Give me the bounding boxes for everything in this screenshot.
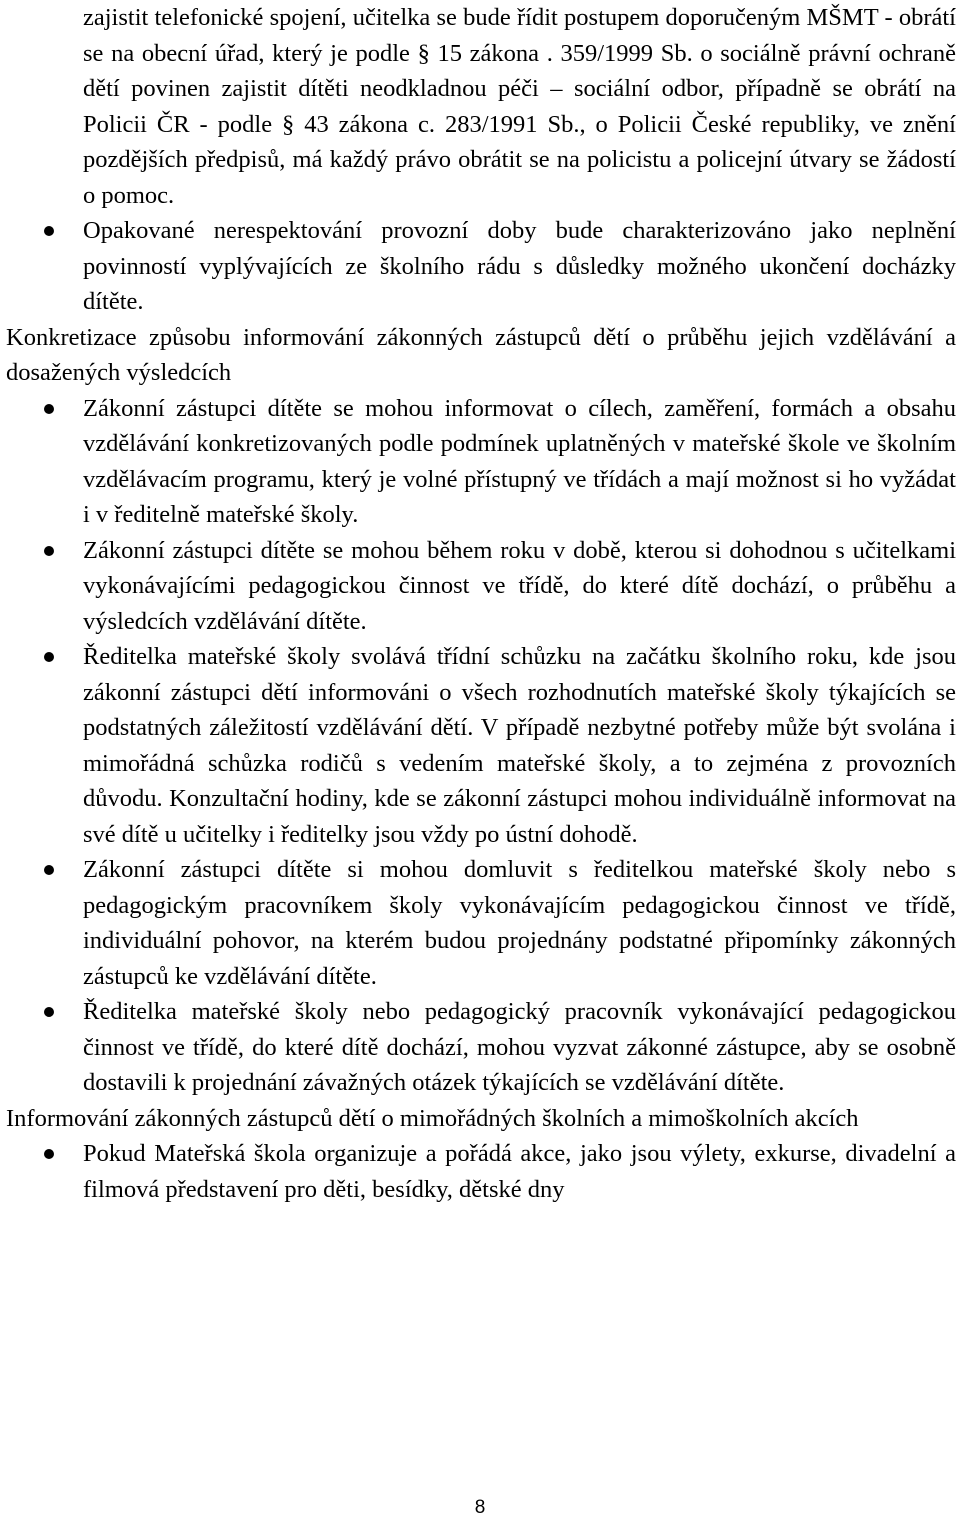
list-item <box>6 1136 956 1207</box>
list-item-text: Opakované nerespektování provozní doby bude charakterizováno jako neplnění povinností vyplývajících ze školního rádu s důsledky možného ukončení docházky dítěte. <box>83 217 956 315</box>
document-body <box>6 0 956 1207</box>
bullet-icon <box>44 226 54 236</box>
bullet-icon <box>44 404 54 414</box>
list-item <box>6 994 956 1101</box>
list-item <box>6 852 956 994</box>
list-item <box>6 639 956 852</box>
bullet-icon <box>44 865 54 875</box>
section-heading: Informování zákonných zástupců dětí o mimořádných školních a mimoškolních akcích <box>6 1104 859 1132</box>
page-number: 8 <box>474 1497 486 1518</box>
bullet-icon <box>44 652 54 662</box>
list-item <box>6 213 956 320</box>
list-item-text: Zákonní zástupci dítěte se mohou informovat o cílech, zaměření, formách a obsahu vzdělávání konkretizovaných podle podmínek uplatněných v mateřské škole ve školním vzdělávacím programu, který je volné přístupný ve třídách a mají možnost si ho vyžádat i v ředitelně mateřské školy. <box>83 394 956 528</box>
bullet-icon <box>44 1149 54 1159</box>
list-item-text: Ředitelka mateřské školy svolává třídní schůzku na začátku školního roku, kde jsou zákonní zástupci dětí informováni o všech rozhodnutích mateřské školy týkajících se podstatných záležitostí vzdělávání dětí. V případě nezbytné potřeby může být svolána i mimořádná schůzka rodičů s vedením mateřské školy, a to zejména z provozních důvodu. Konzultační hodiny, kde se zákonní zástupci mohou individuálně informovat na své dítě u učitelky i ředitelky jsou vždy po ústní dohodě. <box>83 643 956 848</box>
list-item <box>6 391 956 533</box>
paragraph-text: zajistit telefonické spojení, učitelka se bude řídit postupem doporučeným MŠMT - obrátí se na obecní úřad, který je podle § 15 zákona . 359/1999 Sb. o sociálně právní ochraně dětí povinen zajistit dítěti neodkladnou péči – sociální odbor, případně se obrátí na Policii ČR - podle § 43 zákona c. 283/1991 Sb., o Policii České republiky, ve znění pozdějších předpisů, má každý právo obrátit se na policistu a policejní útvary se žádostí o pomoc. <box>83 4 956 209</box>
list-item-text: Pokud Mateřská škola organizuje a pořádá akce, jako jsou výlety, exkurse, divadelní a filmová představení pro děti, besídky, dětské dny <box>83 1140 956 1203</box>
list-item-text: Zákonní zástupci dítěte si mohou domluvit s ředitelkou mateřské školy nebo s pedagogickým pracovníkem školy vykonávajícím pedagogickou činnost ve třídě, individuální pohovor, na kterém budou projednány podstatné připomínky zákonných zástupců ke vzdělávání dítěte. <box>83 856 956 990</box>
list-item-text: Zákonní zástupci dítěte se mohou během roku v době, kterou si dohodnou s učitelkami vykonávajícími pedagogickou činnost ve třídě, do které dítě dochází, o průběhu a výsledcích vzdělávání dítěte. <box>83 536 956 635</box>
bullet-icon <box>44 1007 54 1017</box>
continued-list-item <box>6 0 956 213</box>
list-item <box>6 533 956 640</box>
list-item-text: Ředitelka mateřské školy nebo pedagogický pracovník vykonávající pedagogickou činnost ve třídě, do které dítě dochází, mohou vyzvat zákonné zástupce, aby se osobně dostavili k projednání závažných otázek týkajících se vzdělávání dítěte. <box>83 998 956 1096</box>
section-heading: Konkretizace způsobu informování zákonných zástupců dětí o průběhu jejich vzdělávání a dosažených výsledcích <box>6 323 956 386</box>
bullet-icon <box>44 546 54 556</box>
